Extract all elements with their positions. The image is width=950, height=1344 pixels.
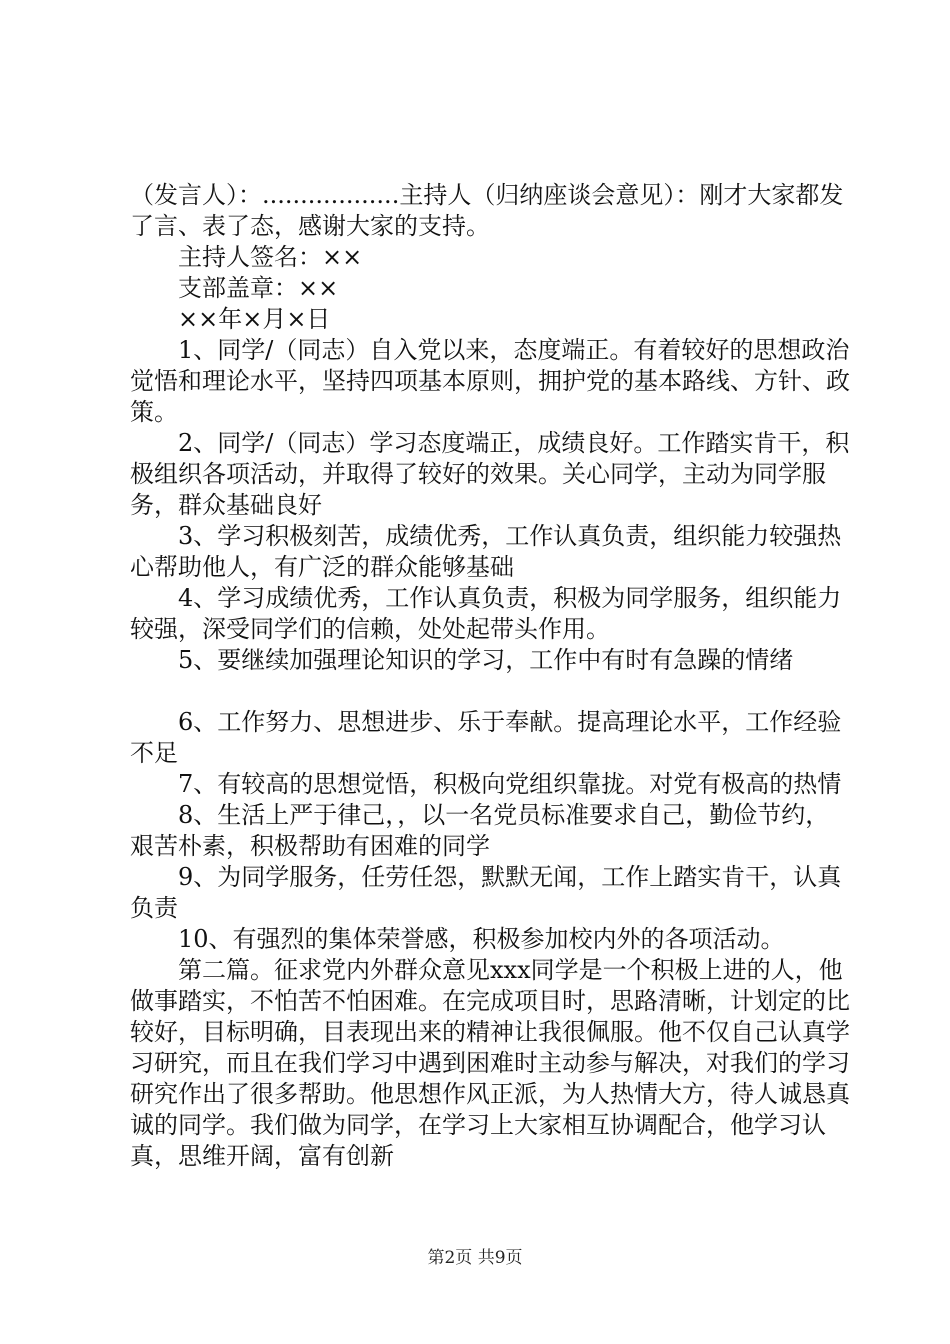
paragraph-item-2: 2、同学/（同志）学习态度端正，成绩良好。工作踏实肯干，积极组织各项活动，并取得了较好的效果。关心同学，主动为同学服务，群众基础良好 — [130, 429, 850, 519]
paragraph-branch-seal: 支部盖章：×× — [178, 274, 339, 302]
page-number-footer: 第2页 共9页 — [427, 1248, 523, 1268]
paragraph-host-signature: 主持人签名：×× — [178, 243, 363, 271]
paragraph-item-4: 4、学习成绩优秀，工作认真负责，积极为同学服务，组织能力较强，深受同学们的信赖，处处起带头作用。 — [130, 584, 842, 643]
paragraph-item-8: 8、生活上严于律己，，以一名党员标准要求自己，勤俭节约，艰苦朴素，积极帮助有困难的同学 — [130, 801, 830, 860]
paragraph-item-1: 1、同学/（同志）自入党以来，态度端正。有着较好的思想政治觉悟和理论水平，坚持四项基本原则，拥护党的基本路线、方针、政策。 — [130, 336, 850, 426]
paragraph-item-5: 5、要继续加强理论知识的学习，工作中有时有急躁的情绪 — [178, 646, 794, 674]
paragraph-host-summary: （发言人）：..................主持人（归纳座谈会意见）：刚才大家都发了言、表了态，感谢大家的支持。 — [130, 181, 844, 240]
document-body — [130, 180, 850, 1172]
paragraph-item-7: 7、有较高的思想觉悟，积极向党组织靠拢。对党有极高的热情 — [178, 770, 842, 798]
paragraph-item-3: 3、学习积极刻苦，成绩优秀，工作认真负责，组织能力较强热心帮助他人，有广泛的群众能够基础 — [130, 522, 842, 581]
paragraph-part-two: 第二篇。征求党内外群众意见xxx同学是一个积极上进的人，他做事踏实，不怕苦不怕困难。在完成项目时，思路清晰，计划定的比较好，目标明确，目表现出来的精神让我很佩服。他不仅自己认真学习研究，而且在我们学习中遇到困难时主动参与解决，对我们的学习研究作出了很多帮助。他思想作风正派，为人热情大方，待人诚恳真诚的同学。我们做为同学，在学习上大家相互协调配合，他学习认真，思维开阔，富有创新 — [130, 956, 850, 1170]
paragraph-item-9: 9、为同学服务，任劳任怨，默默无闻，工作上踏实肯干，认真负责 — [130, 863, 842, 922]
blank-line — [130, 676, 850, 707]
paragraph-item-6: 6、工作努力、思想进步、乐于奉献。提高理论水平，工作经验不足 — [130, 708, 842, 767]
paragraph-item-10: 10、有强烈的集体荣誉感，积极参加校内外的各项活动。 — [178, 925, 785, 953]
paragraph-date: ××年×月×日 — [178, 305, 331, 333]
